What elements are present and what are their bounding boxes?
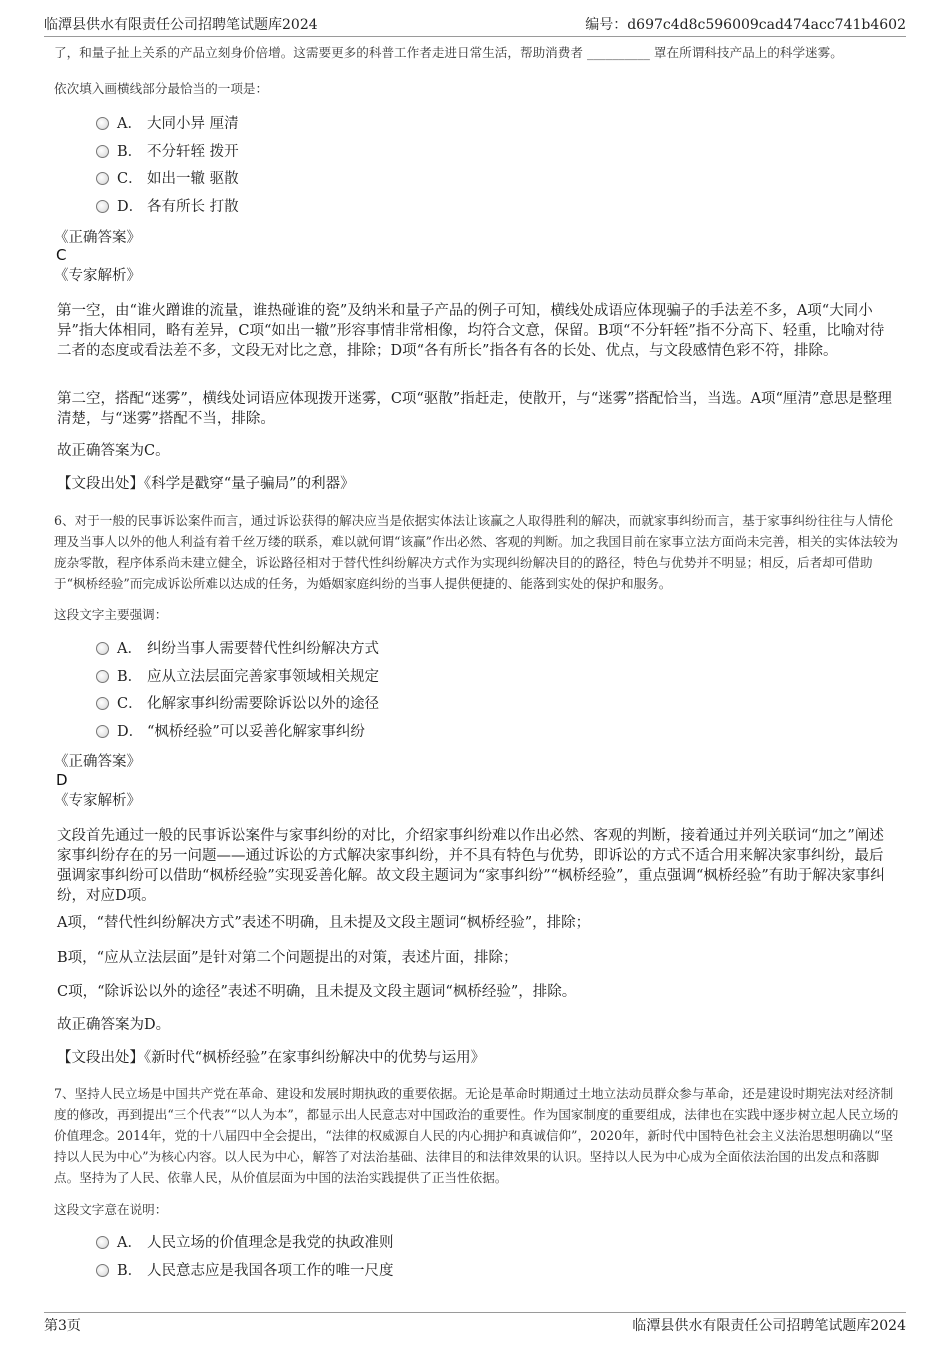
q6-analysis-option-b: B项，“应从立法层面”是针对第二个问题提出的对策，表述片面，排除；	[57, 950, 518, 966]
q5-option-d[interactable]: D． 各有所长 打散	[96, 196, 239, 218]
radio-icon[interactable]	[96, 1236, 109, 1249]
q6-stem: 6、对于一般的民事诉讼案件而言，通过诉讼获得的解决应当是依据实体法让该赢之人取得胜利的解决，而就家事纠纷而言，基于家事纠纷往往与人情伦理及当事人以外的他人利益有着千丝万缕的联系，难以就何谓“该赢”作出必然、客观的判断。加之我国目前在家事立法方面尚未完善，相关的实体法较为庞杂零散，程序体系尚未建立健全，诉讼路径相对于替代性纠纷解决方式作为实现纠纷解决目的的路径，特色与优势并不明显；相反，后者却可借助于“枫桥经验”而完成诉讼所难以达成的任务，为婚姻家庭纠纷的当事人提供便捷的、能落到实处的保护和服务。	[54, 513, 899, 591]
q6-analysis-option-c: C项，“除诉讼以外的途径”表述不明确，且未提及文段主题词“枫桥经验”，排除。	[57, 984, 577, 1000]
radio-icon[interactable]	[96, 697, 109, 710]
q5-analysis-label: 《专家解析》	[54, 268, 141, 284]
q5-option-c[interactable]: C． 如出一辙 驱散	[96, 168, 239, 190]
q6-prompt: 这段文字主要强调：	[54, 607, 168, 622]
q7-option-a[interactable]: A． 人民立场的价值理念是我党的执政准则	[96, 1232, 394, 1254]
q5-option-a[interactable]: A． 大同小异 厘清	[96, 113, 239, 135]
q6-analysis-conclusion: 故正确答案为D。	[57, 1017, 171, 1033]
q6-option-a[interactable]: A． 纠纷当事人需要替代性纠纷解决方式	[96, 638, 379, 660]
page-header	[44, 12, 906, 37]
q5-analysis-para-2: 第二空，搭配“迷雾”，横线处词语应体现拨开迷雾，C项“驱散”指赶走，使散开，与“迷雾”搭配恰当，当选。A项“厘清”意思是整理清楚，与“迷雾”搭配不当，排除。	[57, 391, 892, 427]
radio-icon[interactable]	[96, 117, 109, 130]
radio-icon[interactable]	[96, 642, 109, 655]
q6-option-c[interactable]: C． 化解家事纠纷需要除诉讼以外的途径	[96, 693, 379, 715]
q6-analysis-option-a: A项，“替代性纠纷解决方式”表述不明确，且未提及文段主题词“枫桥经验”，排除；	[57, 915, 591, 931]
page-footer	[44, 1312, 906, 1334]
radio-icon[interactable]	[96, 1264, 109, 1277]
q7-stem: 7、坚持人民立场是中国共产党在革命、建设和发展时期执政的重要依据。无论是革命时期通过土地立法动员群众参与革命，还是建设时期宪法对经济制度的修改，再到提出“三个代表”“以人为本”，都显示出人民意志对中国政治的重要性。作为国家制度的重要组成，法律也在实践中逐步树立起人民立场的价值理念。2014年，党的十八届四中全会提出，“法律的权威源自人民的内心拥护和真诚信仰”，2020年，新时代中国特色社会主义法治思想明确以“坚持以人民为中心”为核心内容。以人民为中心，解答了对法治基础、法律目的和法律效果的认识。坚持以人民为中心成为全面依法治国的出发点和落脚点。坚持为了人民、依靠人民，从价值层面为中国的法治实践提供了正当性依据。	[54, 1086, 899, 1185]
q5-answer-label: 《正确答案》	[54, 230, 141, 246]
q6-source: 【文段出处】《新时代“枫桥经验”在家事纠纷解决中的优势与运用》	[57, 1050, 486, 1066]
radio-icon[interactable]	[96, 200, 109, 213]
q6-analysis-label: 《专家解析》	[54, 793, 141, 809]
header-title: 临潭县供水有限责任公司招聘笔试题库2024	[44, 17, 318, 33]
q5-analysis-conclusion: 故正确答案为C。	[57, 443, 170, 459]
q7-prompt: 这段文字意在说明：	[54, 1202, 168, 1217]
q5-source: 【文段出处】《科学是戳穿“量子骗局”的利器》	[57, 476, 355, 492]
q5-option-b[interactable]: B． 不分轩轾 拨开	[96, 141, 239, 163]
header-code: 编号：d697c4d8c596009cad474acc741b4602	[585, 17, 906, 33]
q6-option-b[interactable]: B． 应从立法层面完善家事领域相关规定	[96, 666, 379, 688]
footer-title: 临潭县供水有限责任公司招聘笔试题库2024	[632, 1318, 906, 1334]
radio-icon[interactable]	[96, 670, 109, 683]
q6-option-d[interactable]: D． “枫桥经验”可以妥善化解家事纠纷	[96, 721, 365, 743]
q6-answer-label: 《正确答案》	[54, 754, 141, 770]
footer-page-number: 第3页	[44, 1318, 81, 1334]
radio-icon[interactable]	[96, 145, 109, 158]
q7-option-b[interactable]: B． 人民意志应是我国各项工作的唯一尺度	[96, 1260, 394, 1282]
q5-analysis-para-1: 第一空，由“谁火蹭谁的流量，谁热碰谁的瓷”及纳米和量子产品的例子可知，横线处成语应体现骗子的手法差不多，A项“大同小异”指大体相同，略有差异，C项“如出一辙”形容事情非常相像，均符合文意，保留。B项“不分轩轾”指不分高下、轻重，比喻对待二者的态度或看法差不多，文段无对比之意，排除；D项“各有所长”指各有各的长处、优点，与文段感情色彩不符，排除。	[57, 303, 885, 359]
radio-icon[interactable]	[96, 725, 109, 738]
q6-analysis-para-1: 文段首先通过一般的民事诉讼案件与家事纠纷的对比，介绍家事纠纷难以作出必然、客观的判断，接着通过并列关联词“加之”阐述家事纠纷存在的另一问题——通过诉讼的方式解决家事纠纷，并不具有特色与优势，即诉讼的方式不适合用来解决家事纠纷，最后强调家事纠纷可以借助“枫桥经验”实现妥善化解。故文段主题词为“家事纠纷”“枫桥经验”，重点强调“枫桥经验”有助于解决家事纠纷，对应D项。	[57, 828, 885, 904]
q6-answer: D	[56, 771, 68, 789]
q5-answer: C	[56, 246, 67, 264]
q5-prompt: 依次填入画横线部分最恰当的一项是：	[54, 81, 269, 96]
q5-stem-tail: 了，和量子扯上关系的产品立刻身价倍增。这需要更多的科普工作者走进日常生活，帮助消费者 __________ 罩在所谓科技产品上的科学迷雾。	[54, 45, 843, 60]
radio-icon[interactable]	[96, 172, 109, 185]
